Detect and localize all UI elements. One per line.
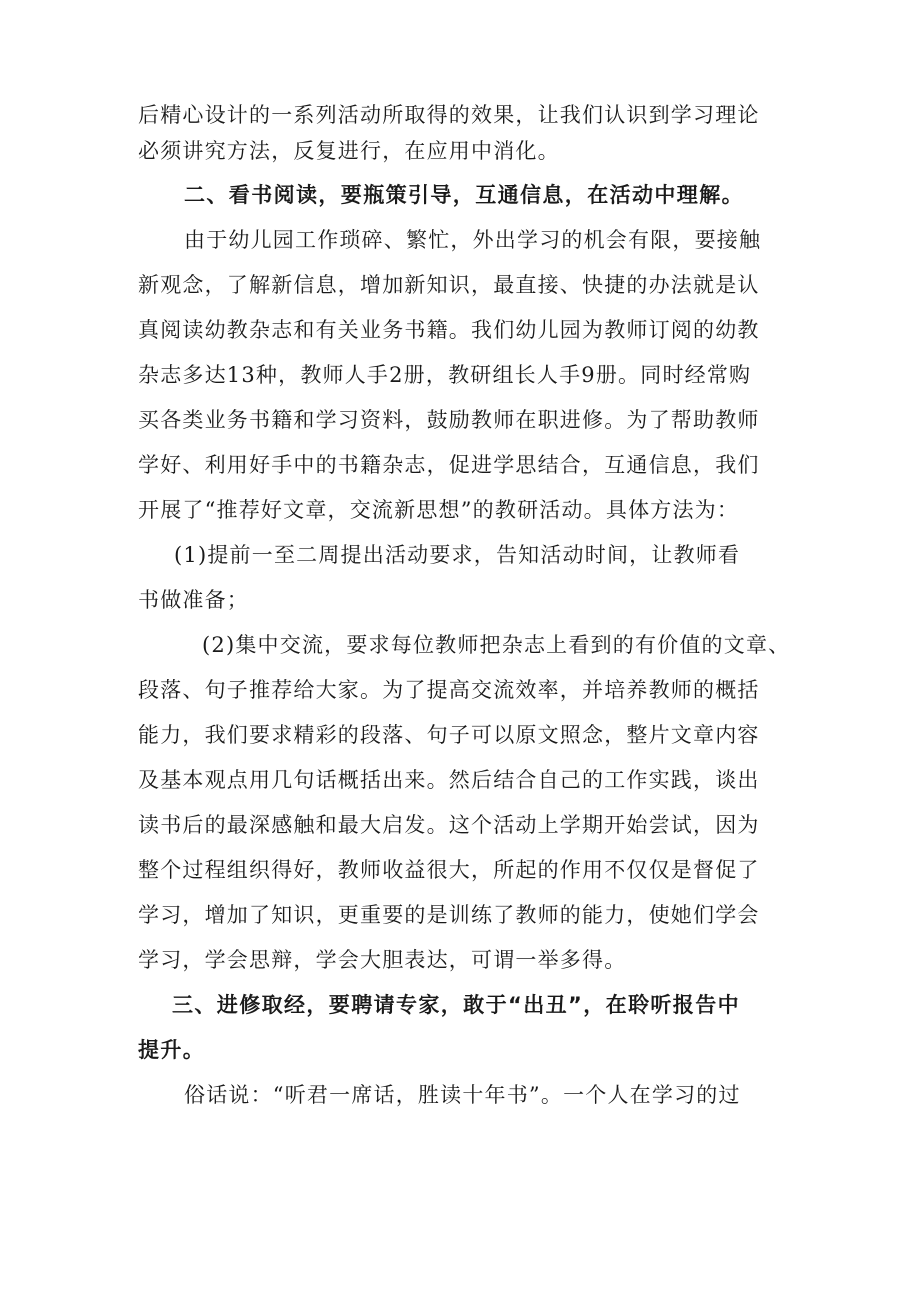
text-line-9: 学好、利用好手中的书籍杂志，促进学思结合，互通信息，我们 <box>138 453 760 477</box>
text-line-7: 杂志多达13种，教师人手2册，教研组长人手9册。同时经常购 <box>138 363 752 387</box>
list-item-2-line-3: 能力，我们要求精彩的段落、句子可以原文照念，整片文章内容 <box>138 723 760 747</box>
list-item-1-line-1: (1)提前一至二周提出活动要求，告知活动时间，让教师看 <box>174 543 741 567</box>
text-line-8: 买各类业务书籍和学习资料，鼓励教师在职进修。为了帮助教师 <box>138 408 760 432</box>
text-line-23: 俗话说：“听君一席话，胜读十年书”。一个人在学习的过 <box>184 1083 741 1107</box>
section-heading-3-line-1: 三、进修取经，要聘请专家，敢于“出丑”，在聆听报告中 <box>172 993 741 1017</box>
text-line-4: 由于幼儿园工作琐碎、繁忙，外出学习的机会有限，要接触 <box>184 228 762 252</box>
list-item-2-line-6: 整个过程组织得好，教师收益很大，所起的作用不仅仅是督促了 <box>138 858 760 882</box>
section-heading-3-line-2: 提升。 <box>138 1038 206 1062</box>
list-item-2-line-1: (2)集中交流，要求每位教师把杂志上看到的有价值的文章、 <box>202 633 791 657</box>
text-line-6: 真阅读幼教杂志和有关业务书籍。我们幼儿园为教师订阅的幼教 <box>138 318 760 342</box>
list-item-2-line-4: 及基本观点用几句话概括出来。然后结合自己的工作实践，谈出 <box>138 768 760 792</box>
text-line-5: 新观念，了解新信息，增加新知识，最直接、快捷的办法就是认 <box>138 273 760 297</box>
text-line-2: 必须讲究方法，反复进行，在应用中消化。 <box>138 139 560 163</box>
list-item-2-line-5: 读书后的最深感触和最大启发。这个活动上学期开始尝试，因为 <box>138 813 760 837</box>
text-line-1: 后精心设计的一系列活动所取得的效果，让我们认识到学习理论 <box>138 103 760 127</box>
section-heading-2: 二、看书阅读，要瓶策引导，互通信息，在活动中理解。 <box>184 183 744 207</box>
list-item-2-line-7: 学习，增加了知识，更重要的是训练了教师的能力，使她们学会 <box>138 903 760 927</box>
list-item-1-line-2: 书做准备； <box>138 588 249 612</box>
text-line-10: 开展了“推荐好文章，交流新思想”的教研活动。具体方法为： <box>138 498 740 522</box>
list-item-2-line-8: 学习，学会思辩，学会大胆表达，可谓一举多得。 <box>138 948 627 972</box>
list-item-2-line-2: 段落、句子推荐给大家。为了提高交流效率，并培养教师的概括 <box>138 678 760 702</box>
